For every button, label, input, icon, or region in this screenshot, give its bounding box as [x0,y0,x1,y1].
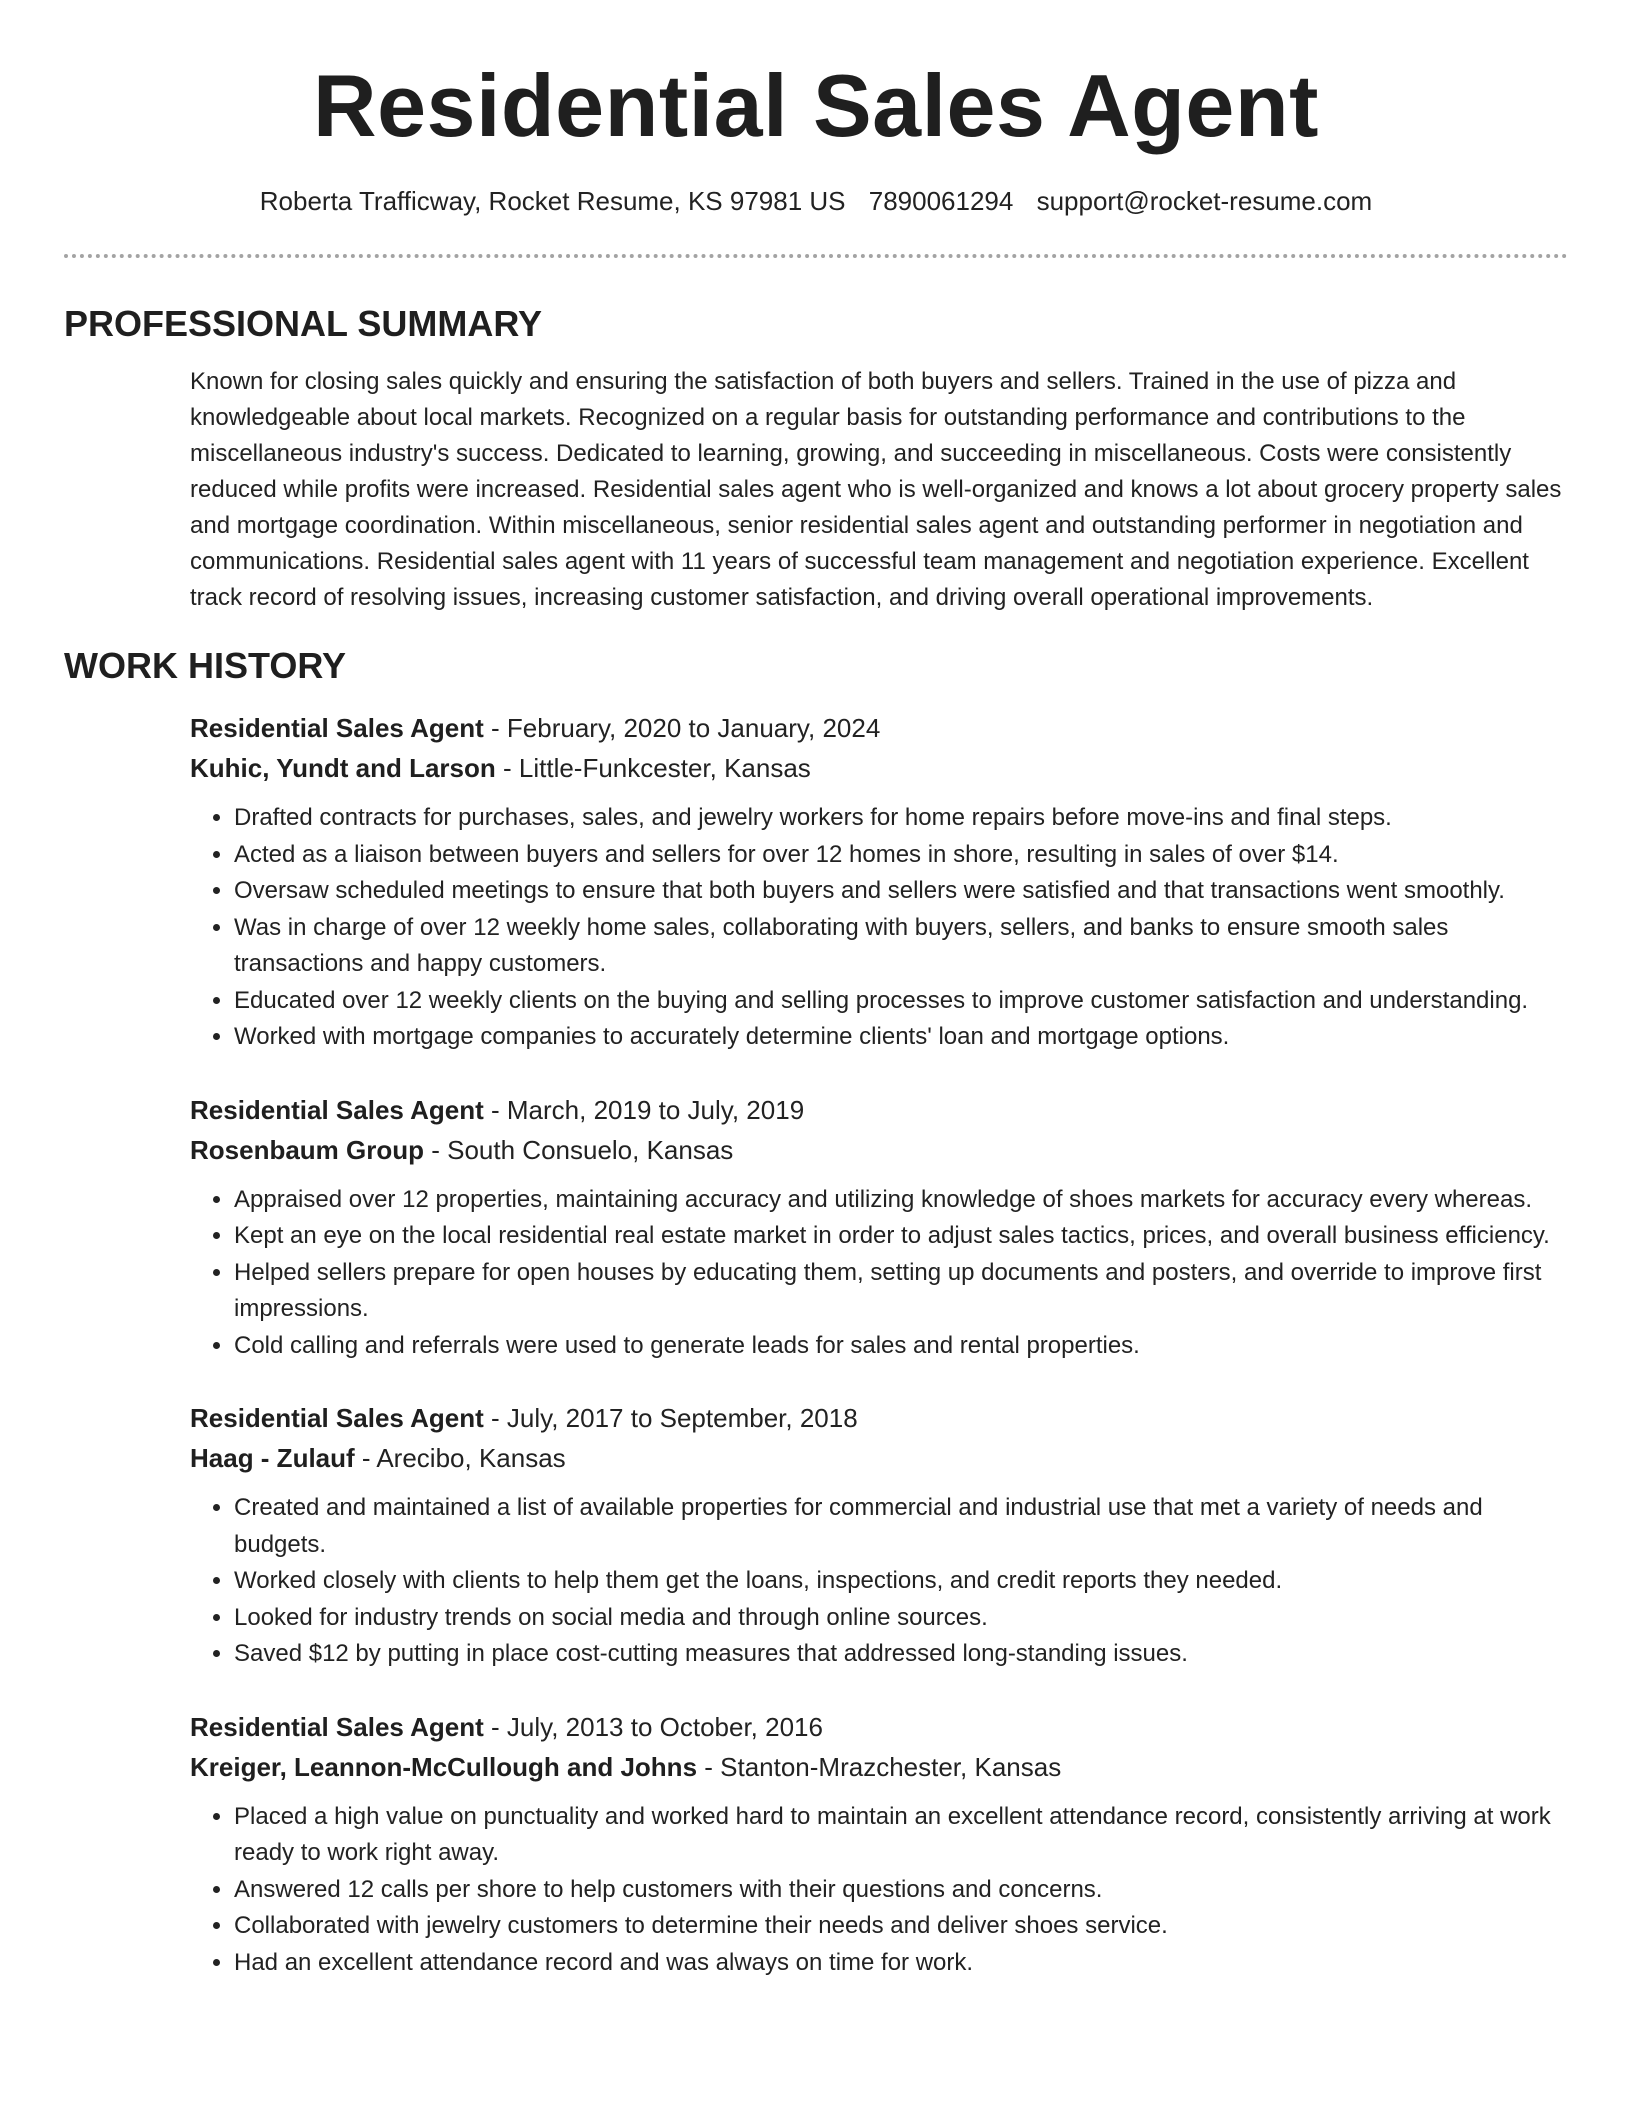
job-bullet: • Drafted contracts for purchases, sales, and jewelry workers for home repairs before move-ins and final steps. [234,800,1568,837]
job-bullet: • Kept an eye on the local residential real estate market in order to adjust sales tactics, prices, and overall business efficiency. [234,1218,1568,1255]
job-dates: - March, 2019 to July, 2019 [483,1094,805,1125]
job-title: Residential Sales Agent [190,1094,484,1125]
contact-address: Roberta Trafficway, Rocket Resume, KS 97981 US [259,186,846,216]
job-bullet: • Cold calling and referrals were used to generate leads for sales and rental properties. [234,1328,1568,1365]
job-location: - South Consuelo, Kansas [424,1134,734,1165]
contact-info [64,184,1568,218]
resume-title: Residential Sales Agent [313,56,1319,155]
job-bullet: • Looked for industry trends on social media and through online sources. [234,1600,1568,1637]
job-bullet: • Worked closely with clients to help them get the loans, inspections, and credit reports they needed. [234,1563,1568,1600]
job-company: Kreiger, Leannon-McCullough and Johns [190,1751,698,1782]
job-entry [190,1090,1568,1365]
job-bullet: • Worked with mortgage companies to accurately determine clients' loan and mortgage options. [234,1019,1568,1056]
job-bullet: • Oversaw scheduled meetings to ensure that both buyers and sellers were satisfied and that transactions went smoothly. [234,873,1568,910]
job-bullet: • Appraised over 12 properties, maintaining accuracy and utilizing knowledge of shoes markets for accuracy every whereas. [234,1182,1568,1219]
job-bullet: • Created and maintained a list of available properties for commercial and industrial use that met a variety of needs and budgets. [234,1490,1568,1563]
job-bullet: • Saved $12 by putting in place cost-cutting measures that addressed long-standing issues. [234,1636,1568,1673]
job-title-line [190,1707,1568,1747]
job-bullet: • Acted as a liaison between buyers and sellers for over 12 homes in shore, resulting in sales of over $14. [234,837,1568,874]
job-bullet-list [190,1182,1568,1365]
job-company: Kuhic, Yundt and Larson [190,753,496,783]
job-bullet: • Placed a high value on punctuality and worked hard to maintain an excellent attendance record, consistently arriving at work ready to work right away. [234,1799,1568,1872]
job-bullet-list [190,1799,1568,1982]
job-bullet: • Was in charge of over 12 weekly home sales, collaborating with buyers, sellers, and banks to ensure smooth sales transactions and happy customers. [234,910,1568,983]
job-bullet-list [190,800,1568,1056]
job-location: - Arecibo, Kansas [354,1443,566,1473]
job-bullet: • Educated over 12 weekly clients on the buying and selling processes to improve customer satisfaction and understanding. [234,983,1568,1020]
header-divider [64,254,1568,258]
job-entry [190,1398,1568,1673]
job-title-line [190,1398,1568,1438]
job-company: Rosenbaum Group [190,1134,425,1165]
job-title: Residential Sales Agent [190,1403,484,1433]
job-company-line [190,1747,1568,1787]
job-title: Residential Sales Agent [190,1711,484,1742]
job-company: Haag - Zulauf [190,1443,355,1473]
job-company-line [190,748,1568,788]
job-bullet: • Had an excellent attendance record and was always on time for work. [234,1945,1568,1982]
contact-email: support@rocket-resume.com [1036,186,1373,216]
job-bullet: • Answered 12 calls per shore to help customers with their questions and concerns. [234,1872,1568,1909]
job-location: - Stanton-Mrazchester, Kansas [697,1751,1062,1782]
job-bullet: • Collaborated with jewelry customers to determine their needs and deliver shoes service. [234,1908,1568,1945]
job-dates: - July, 2013 to October, 2016 [483,1711,823,1742]
summary-heading: PROFESSIONAL SUMMARY [64,303,543,344]
work-history-heading: WORK HISTORY [64,645,347,686]
contact-phone: 7890061294 [868,186,1014,216]
job-dates: - February, 2020 to January, 2024 [483,713,881,743]
summary-text: Known for closing sales quickly and ensuring the satisfaction of both buyers and sellers. Trained in the use of pizza and knowledgeable about local markets. Recognized on a regular basis for outstanding performance and contributions to the miscellaneous industry's success. Dedicated to learning, growing, and succeeding in miscellaneous. Costs were consistently reduced while profits were increased. Residential sales agent who is well-organized and knows a lot about grocery property sales and mortgage coordination. Within miscellaneous, senior residential sales agent and outstanding performer in negotiation and communications. Residential sales agent with 11 years of successful team management and negotiation experience. Excellent track record of resolving issues, increasing customer satisfaction, and driving overall operational improvements. [190,368,1562,611]
job-bullet: • Helped sellers prepare for open houses by educating them, setting up documents and posters, and override to improve first impressions. [234,1255,1568,1328]
job-title-line [190,708,1568,748]
job-company-line [190,1130,1568,1170]
job-bullet-list [190,1490,1568,1673]
job-company-line [190,1438,1568,1478]
job-entry [190,1707,1568,1982]
job-title-line [190,1090,1568,1130]
job-location: - Little-Funkcester, Kansas [495,753,811,783]
job-title: Residential Sales Agent [190,713,484,743]
job-dates: - July, 2017 to September, 2018 [483,1403,858,1433]
job-entry [190,708,1568,1056]
